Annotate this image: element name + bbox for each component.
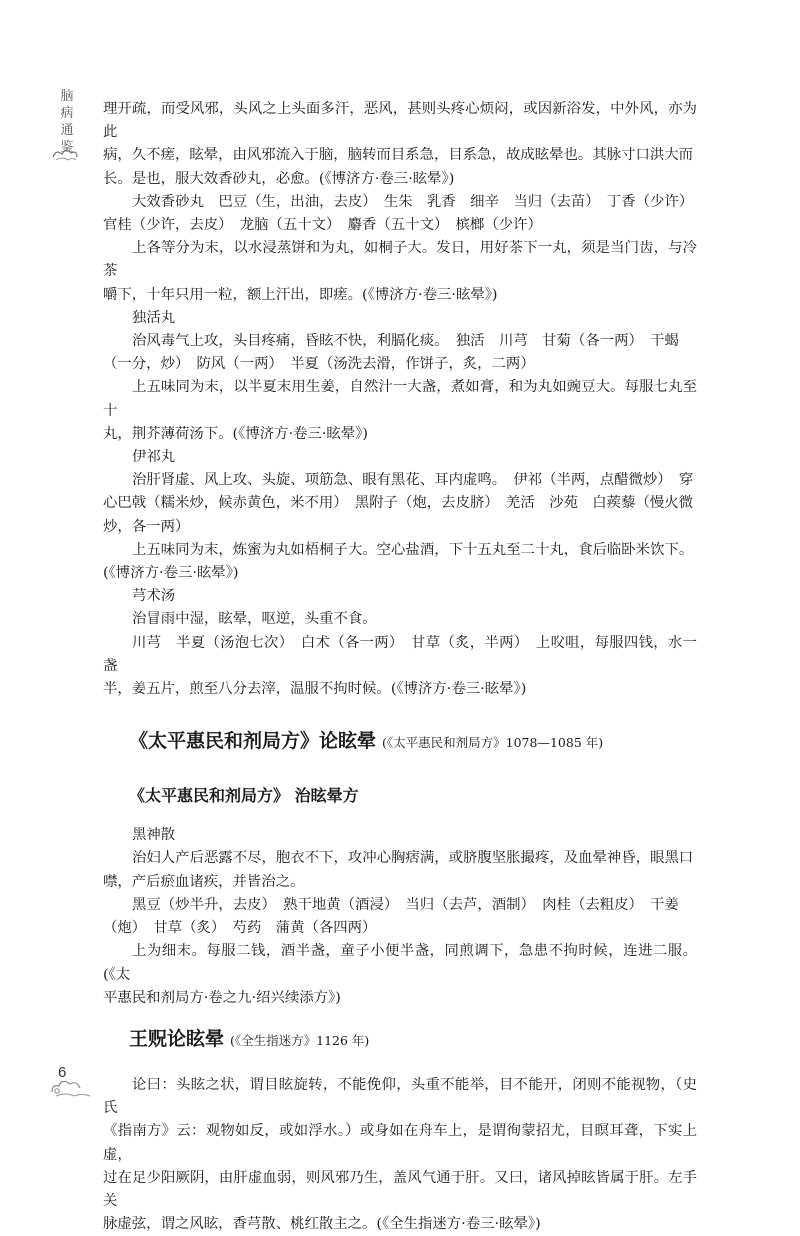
text-line: 黑豆（炒半升，去皮） 熟干地黄（酒浸） 当归（去芦，酒制） 肉桂（去粗皮） 干姜 [132, 896, 679, 913]
running-title-char: 脑 [60, 89, 74, 104]
text-line: 脉虚弦，谓之风眩，香芎散、桃红散主之。(《全生指迷方·卷三·眩晕》) [103, 1216, 541, 1233]
text-line: 大效香砂丸 巴豆（生，出油，去皮） 生朱 乳香 细辛 当归（去苗） 丁香（少许） [132, 193, 694, 210]
text-line: 治妇人产后恶露不尽，胞衣不下，攻冲心胸痞满，或脐腹坚胀撮疼，及血晕神昏，眼黑口 [132, 850, 694, 867]
page-body [103, 98, 697, 1236]
section-heading [129, 1024, 697, 1064]
text-line: 《指南方》云：观物如反，或如浮水。）或身如在舟车上，是谓徇蒙招尤，目瞑耳聋，下实上虚， [103, 1123, 697, 1163]
text-line: 心巴戟（糯米炒，候赤黄色，米不用） 黑附子（炮，去皮脐） 羌活 沙苑 白蒺藜（慢火微 [103, 495, 694, 512]
cloud-ornament-icon [48, 1072, 108, 1100]
text-line: 治冒雨中湿，眩晕，呕逆，头重不食。 [132, 611, 377, 628]
text-line: 川芎 半夏（汤泡七次） 白术（各一两） 甘草（炙，半两） 上㕮咀，每服四钱，水一盏 [103, 634, 697, 674]
text-line: 噤，产后瘀血诸疾，并皆治之。 [103, 873, 305, 890]
running-title-char: 鉴 [60, 140, 74, 155]
text-line: 丸，荆芥薄荷汤下。(《博济方·卷三·眩晕》) [103, 425, 369, 442]
text-line: 官桂（少许，去皮） 龙脑（五十文） 麝香（五十文） 槟榔（少许） [103, 217, 542, 234]
text-line: 理开疏，而受风邪，头风之上头面多汗，恶风，甚则头疼心烦闷，或因新浴发，中外风，亦为此 [103, 101, 697, 141]
text-line: （一分，炒） 防风（一两） 半夏（汤洗去滑，作饼子，炙，二两） [103, 356, 535, 373]
text-line: 过在足少阳厥阴，由肝虚血弱，则风邪乃生，盖风气通于肝。又曰，诸风掉眩皆属于肝。左手关 [103, 1169, 697, 1209]
text-line: 嚼下，十年只用一粒，额上汗出，即瘥。(《博济方·卷三·眩晕》) [103, 286, 498, 303]
text-line: 上为细末。每服二钱，酒半盏，童子小便半盏，同煎调下，急患不拘时候，连进二服。(《太 [103, 943, 697, 983]
subsection-heading-title: 《太平惠民和剂局方》 治眩晕方 [129, 785, 359, 805]
section-heading-title: 王贶论眩晕 [129, 1027, 225, 1050]
formula-heading: 芎术汤 [132, 588, 176, 605]
text-line: (《博济方·卷三·眩晕》) [103, 565, 239, 582]
text-line: 平惠民和剂局方·卷之九·绍兴续添方》) [103, 989, 341, 1006]
running-title-char: 病 [60, 106, 74, 121]
prose-section [103, 1074, 697, 1236]
text-line: 长。是也，服大效香砂丸，必愈。(《博济方·卷三·眩晕》) [103, 170, 455, 187]
subsection-heading [129, 778, 697, 810]
page-number: 6 [58, 1064, 67, 1081]
section-heading-source: (《太平惠民和剂局方》1078—1085 年) [382, 735, 604, 751]
text-line: 上各等分为末，以水浸蒸饼和为丸，如桐子大。发日，用好茶下一丸，须是当门齿，与冷茶 [103, 240, 697, 280]
text-line: 病，久不瘥，眩晕，由风邪流入于脑，脑转而目系急，目系急，故成眩晕也。其脉寸口洪大而 [103, 147, 694, 164]
section-heading-source: (《全生指迷方》1126 年) [230, 1032, 370, 1048]
text-line: 治风毒气上攻，头目疼痛，昏眩不快，利膈化痰。 独活 川芎 甘菊（各一两） 干蝎 [132, 333, 679, 350]
running-title-char: 通 [60, 123, 74, 138]
text-line: 上五味同为末，以半夏末用生姜，自然汁一大盏，煮如膏，和为丸如豌豆大。每服七丸至十 [103, 379, 697, 419]
text-line: 半，姜五片，煎至八分去滓，温服不拘时候。(《博济方·卷三·眩晕》) [103, 681, 527, 698]
prose-section [103, 98, 697, 701]
section-heading-title: 《太平惠民和剂局方》论眩晕 [129, 730, 377, 753]
cloud-ornament-icon [50, 145, 80, 163]
text-line: 论曰：头眩之状，谓目眩旋转，不能俛仰，头重不能举，目不能开，闭则不能视物，（史氏 [103, 1076, 697, 1117]
text-line: 治肝肾虚、风上攻、头旋、项筋急、眼有黑花、耳内虚鸣。 伊祁（半两，点醋微炒） 穿 [132, 472, 694, 489]
text-line: 炒，各一两） [103, 518, 190, 535]
formula-heading: 黑神散 [132, 827, 176, 844]
text-line: 上五味同为末，炼蜜为丸如梧桐子大。空心盐酒，下十五丸至二十丸，食后临卧米饮下。 [132, 541, 694, 558]
text-line: （炮） 甘草（炙） 芍药 蒲黄（各四两） [103, 920, 377, 937]
prose-section [103, 824, 697, 1010]
section-heading [129, 726, 697, 766]
formula-heading: 伊祁丸 [132, 449, 176, 466]
formula-heading: 独活丸 [132, 309, 176, 326]
